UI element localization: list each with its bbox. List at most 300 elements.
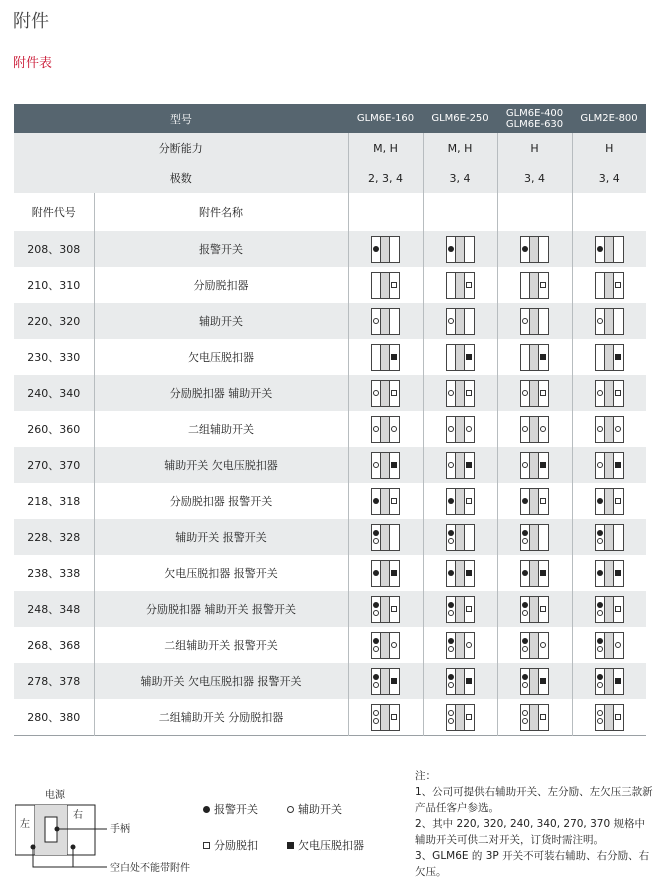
accessory-symbol-cell <box>348 699 423 736</box>
accessory-code: 248、348 <box>14 591 94 627</box>
accessory-symbol-icon <box>371 704 400 731</box>
aux-marker-icon <box>448 538 454 544</box>
alarm-marker-icon <box>448 246 454 252</box>
aux-marker-icon <box>448 646 454 652</box>
accessory-symbol-cell <box>423 483 497 519</box>
layout-diagram <box>15 785 205 880</box>
accessory-symbol-icon <box>595 632 624 659</box>
right-label: 右 <box>73 810 83 821</box>
table-row <box>14 375 646 411</box>
accessory-symbol-cell <box>497 267 572 303</box>
accessory-symbol-cell <box>497 303 572 339</box>
accessory-table <box>14 104 646 736</box>
alarm-marker-icon <box>448 570 454 576</box>
accessory-name: 欠电压脱扣器 <box>94 339 348 375</box>
accessory-symbol-cell <box>572 483 646 519</box>
accessory-symbol-icon <box>371 524 400 551</box>
accessory-name: 分励脱扣器 辅助开关 报警开关 <box>94 591 348 627</box>
column-header-code: 附件代号 <box>31 206 76 219</box>
shunt-marker-icon <box>466 390 472 396</box>
accessory-code: 278、378 <box>14 663 94 699</box>
accessory-code: 238、338 <box>14 555 94 591</box>
accessory-symbol-cell <box>423 375 497 411</box>
alarm-marker-icon <box>522 530 528 536</box>
accessory-symbol-icon <box>520 236 549 263</box>
shunt-marker-icon <box>615 282 621 288</box>
accessory-symbol-cell <box>572 627 646 663</box>
aux-marker-icon <box>373 718 379 724</box>
aux-marker-icon <box>448 710 454 716</box>
alarm-marker-icon <box>373 638 379 644</box>
accessory-symbol-icon <box>595 596 624 623</box>
accessory-symbol-icon <box>371 236 400 263</box>
aux-marker-icon <box>597 426 603 432</box>
alarm-marker-icon <box>522 498 528 504</box>
accessory-symbol-icon <box>446 524 475 551</box>
poles-value: 3, 4 <box>497 163 572 193</box>
table-row <box>14 483 646 519</box>
accessory-symbol-cell <box>423 555 497 591</box>
accessory-symbol-cell <box>348 519 423 555</box>
aux-marker-icon <box>597 538 603 544</box>
accessory-name: 二组辅助开关 <box>94 411 348 447</box>
aux-marker-icon <box>597 318 603 324</box>
accessory-symbol-cell <box>497 231 572 267</box>
breaking-capacity-row <box>14 133 646 163</box>
table-row <box>14 411 646 447</box>
accessory-code: 270、370 <box>14 447 94 483</box>
legend-uv-label: 欠电压脱扣器 <box>298 839 364 852</box>
accessory-symbol-icon <box>446 452 475 479</box>
accessory-symbol-cell <box>497 555 572 591</box>
accessory-name: 报警开关 <box>94 231 348 267</box>
handle-label: 手柄 <box>110 824 130 835</box>
accessory-symbol-cell <box>497 519 572 555</box>
aux-marker-icon <box>540 642 546 648</box>
note-item: 1、公司可提供右辅助开关、左分励、左欠压三款新产品任客户参选。 <box>415 786 653 814</box>
aux-marker-icon <box>373 646 379 652</box>
aux-marker-icon <box>597 646 603 652</box>
breaking-capacity-value: H <box>572 133 646 163</box>
poles-label: 极数 <box>14 163 348 193</box>
accessory-symbol-cell <box>423 627 497 663</box>
accessory-symbol-cell <box>423 591 497 627</box>
accessory-symbol-cell <box>348 447 423 483</box>
accessory-symbol-icon <box>595 380 624 407</box>
column-header-name: 附件名称 <box>94 193 348 231</box>
shunt-marker-icon <box>615 714 621 720</box>
note-item: 3、GLM6E 的 3P 开关不可装右辅助、右分励、右欠压。 <box>415 850 650 878</box>
accessory-symbol-cell <box>497 483 572 519</box>
uv-marker-icon <box>615 678 621 684</box>
breaking-capacity-value: M, H <box>423 133 497 163</box>
aux-marker-icon <box>615 642 621 648</box>
accessory-symbol-icon <box>595 488 624 515</box>
alarm-marker-icon <box>448 674 454 680</box>
accessory-symbol-cell <box>497 411 572 447</box>
accessory-symbol-icon <box>446 380 475 407</box>
model-header-3 <box>572 104 646 133</box>
uv-marker-icon <box>466 678 472 684</box>
notes <box>415 768 655 880</box>
model-name: GLM6E-250 <box>431 113 489 124</box>
aux-marker-icon <box>287 806 294 813</box>
accessory-name: 辅助开关 <box>94 303 348 339</box>
accessory-name: 辅助开关 欠电压脱扣器 报警开关 <box>94 663 348 699</box>
accessory-code: 268、368 <box>14 627 94 663</box>
alarm-marker-icon <box>597 638 603 644</box>
accessory-symbol-icon <box>371 488 400 515</box>
aux-marker-icon <box>391 642 397 648</box>
aux-marker-icon <box>597 718 603 724</box>
accessory-symbol-icon <box>520 524 549 551</box>
accessory-symbol-cell <box>423 519 497 555</box>
accessory-name: 辅助开关 报警开关 <box>94 519 348 555</box>
accessory-symbol-icon <box>595 668 624 695</box>
accessory-code: 260、360 <box>14 411 94 447</box>
aux-marker-icon <box>373 426 379 432</box>
accessory-symbol-cell <box>423 231 497 267</box>
accessory-symbol-icon <box>520 560 549 587</box>
accessory-symbol-cell <box>497 447 572 483</box>
aux-marker-icon <box>448 462 454 468</box>
alarm-marker-icon <box>522 246 528 252</box>
accessory-symbol-cell <box>348 663 423 699</box>
alarm-marker-icon <box>522 570 528 576</box>
alarm-marker-icon <box>448 638 454 644</box>
accessory-symbol-cell <box>423 699 497 736</box>
shunt-marker-icon <box>540 390 546 396</box>
accessory-symbol-icon <box>446 596 475 623</box>
aux-marker-icon <box>448 682 454 688</box>
accessory-symbol-icon <box>371 416 400 443</box>
aux-marker-icon <box>373 462 379 468</box>
accessory-symbol-icon <box>520 272 549 299</box>
accessory-symbol-cell <box>497 699 572 736</box>
accessory-symbol-icon <box>520 596 549 623</box>
aux-marker-icon <box>373 710 379 716</box>
page-title: 附件 <box>13 11 49 32</box>
aux-marker-icon <box>373 682 379 688</box>
aux-marker-icon <box>522 538 528 544</box>
accessory-symbol-cell <box>423 411 497 447</box>
poles-value: 2, 3, 4 <box>348 163 423 193</box>
poles-value: 3, 4 <box>423 163 497 193</box>
accessory-symbol-cell <box>497 375 572 411</box>
table-row <box>14 627 646 663</box>
accessory-code: 210、310 <box>14 267 94 303</box>
accessory-symbol-icon <box>371 668 400 695</box>
aux-marker-icon <box>522 718 528 724</box>
accessory-symbol-icon <box>371 380 400 407</box>
table-row <box>14 699 646 736</box>
model-header-label: 型号 <box>14 104 348 133</box>
accessory-symbol-icon <box>371 452 400 479</box>
uv-marker-icon <box>287 842 294 849</box>
blank-note: 空白处不能带附件 <box>110 863 190 874</box>
aux-marker-icon <box>522 710 528 716</box>
alarm-marker-icon <box>522 674 528 680</box>
accessory-symbol-cell <box>572 447 646 483</box>
model-name: GLM6E-630 <box>505 118 564 130</box>
alarm-marker-icon <box>597 530 603 536</box>
shunt-marker-icon <box>540 606 546 612</box>
uv-marker-icon <box>466 462 472 468</box>
alarm-marker-icon <box>373 674 379 680</box>
aux-marker-icon <box>448 718 454 724</box>
uv-marker-icon <box>391 354 397 360</box>
model-header-1 <box>423 104 497 133</box>
accessory-code: 280、380 <box>14 699 94 736</box>
shunt-marker-icon <box>391 282 397 288</box>
shunt-marker-icon <box>615 498 621 504</box>
model-name: GLM6E-160 <box>356 113 415 124</box>
accessory-symbol-cell <box>348 591 423 627</box>
accessory-symbol-cell <box>572 267 646 303</box>
table-row <box>14 267 646 303</box>
accessory-symbol-icon <box>446 632 475 659</box>
left-label: 左 <box>20 819 30 830</box>
accessory-symbol-icon <box>446 668 475 695</box>
uv-marker-icon <box>540 678 546 684</box>
accessory-symbol-icon <box>520 452 549 479</box>
alarm-marker-icon <box>373 602 379 608</box>
accessory-symbol-cell <box>572 663 646 699</box>
alarm-marker-icon <box>597 498 603 504</box>
accessory-symbol-icon <box>371 344 400 371</box>
shunt-marker-icon <box>615 390 621 396</box>
legend-alarm <box>203 801 258 817</box>
accessory-symbol-icon <box>446 344 475 371</box>
table-row <box>14 231 646 267</box>
shunt-marker-icon <box>540 714 546 720</box>
alarm-marker-icon <box>522 638 528 644</box>
aux-marker-icon <box>522 462 528 468</box>
notes-heading: 注： <box>415 770 436 782</box>
alarm-marker-icon <box>373 498 379 504</box>
aux-marker-icon <box>540 426 546 432</box>
aux-marker-icon <box>466 426 472 432</box>
model-name: GLM2E-800 <box>580 113 638 124</box>
uv-marker-icon <box>540 354 546 360</box>
accessory-name: 辅助开关 欠电压脱扣器 <box>94 447 348 483</box>
accessory-symbol-icon <box>446 236 475 263</box>
uv-marker-icon <box>540 570 546 576</box>
accessory-symbol-icon <box>446 488 475 515</box>
accessory-code: 230、330 <box>14 339 94 375</box>
accessory-symbol-icon <box>446 272 475 299</box>
legend-shunt <box>203 837 258 853</box>
accessory-symbol-cell <box>348 483 423 519</box>
aux-marker-icon <box>448 318 454 324</box>
alarm-marker-icon <box>373 570 379 576</box>
accessory-symbol-icon <box>371 560 400 587</box>
accessory-code: 228、328 <box>14 519 94 555</box>
accessory-name: 分励脱扣器 <box>94 267 348 303</box>
accessory-symbol-cell <box>423 303 497 339</box>
accessory-symbol-cell <box>497 627 572 663</box>
accessory-symbol-icon <box>371 272 400 299</box>
model-header-2 <box>497 104 572 133</box>
accessory-symbol-icon <box>595 236 624 263</box>
accessory-symbol-icon <box>520 344 549 371</box>
shunt-marker-icon <box>466 606 472 612</box>
alarm-marker-icon <box>448 498 454 504</box>
shunt-marker-icon <box>391 606 397 612</box>
accessory-symbol-cell <box>423 447 497 483</box>
aux-marker-icon <box>448 426 454 432</box>
aux-marker-icon <box>615 426 621 432</box>
accessory-symbol-cell <box>348 555 423 591</box>
shunt-marker-icon <box>540 282 546 288</box>
aux-marker-icon <box>597 462 603 468</box>
accessory-symbol-icon <box>595 524 624 551</box>
accessory-symbol-cell <box>572 555 646 591</box>
alarm-marker-icon <box>597 570 603 576</box>
accessory-symbol-cell <box>348 339 423 375</box>
accessory-symbol-icon <box>520 668 549 695</box>
accessory-symbol-cell <box>348 231 423 267</box>
accessory-symbol-cell <box>572 303 646 339</box>
accessory-symbol-cell <box>497 591 572 627</box>
column-header-row <box>14 193 646 231</box>
accessory-symbol-cell <box>348 267 423 303</box>
aux-marker-icon <box>522 682 528 688</box>
aux-marker-icon <box>597 390 603 396</box>
shunt-marker-icon <box>466 282 472 288</box>
uv-marker-icon <box>615 570 621 576</box>
shunt-marker-icon <box>203 842 210 849</box>
empty-cell <box>572 193 646 231</box>
shunt-marker-icon <box>466 714 472 720</box>
accessory-symbol-icon <box>446 704 475 731</box>
accessory-code: 208、308 <box>14 231 94 267</box>
accessory-symbol-cell <box>497 339 572 375</box>
uv-marker-icon <box>615 354 621 360</box>
accessory-symbol-icon <box>595 416 624 443</box>
accessory-symbol-cell <box>572 231 646 267</box>
aux-marker-icon <box>522 426 528 432</box>
accessory-symbol-cell <box>423 267 497 303</box>
accessory-symbol-cell <box>572 375 646 411</box>
aux-marker-icon <box>597 710 603 716</box>
uv-marker-icon <box>615 462 621 468</box>
accessory-symbol-cell <box>348 411 423 447</box>
accessory-code: 218、318 <box>14 483 94 519</box>
aux-marker-icon <box>522 646 528 652</box>
accessory-code: 240、340 <box>14 375 94 411</box>
accessory-symbol-icon <box>520 488 549 515</box>
empty-cell <box>423 193 497 231</box>
accessory-symbol-icon <box>446 416 475 443</box>
alarm-marker-icon <box>597 246 603 252</box>
aux-marker-icon <box>373 390 379 396</box>
accessory-symbol-icon <box>520 632 549 659</box>
accessory-symbol-icon <box>371 596 400 623</box>
model-name: GLM6E-400 <box>505 107 564 119</box>
accessory-name: 二组辅助开关 分励脱扣器 <box>94 699 348 736</box>
aux-marker-icon <box>448 390 454 396</box>
shunt-marker-icon <box>615 606 621 612</box>
aux-marker-icon <box>597 682 603 688</box>
alarm-marker-icon <box>448 530 454 536</box>
accessory-symbol-icon <box>595 704 624 731</box>
aux-marker-icon <box>597 610 603 616</box>
uv-marker-icon <box>540 462 546 468</box>
accessory-symbol-icon <box>446 560 475 587</box>
section-title: 附件表 <box>13 56 53 71</box>
aux-marker-icon <box>373 318 379 324</box>
accessory-symbol-cell <box>572 411 646 447</box>
shunt-marker-icon <box>391 390 397 396</box>
table-row <box>14 303 646 339</box>
shunt-marker-icon <box>391 714 397 720</box>
uv-marker-icon <box>466 570 472 576</box>
accessory-symbol-cell <box>572 591 646 627</box>
table-row <box>14 591 646 627</box>
accessory-symbol-cell <box>497 663 572 699</box>
table-row <box>14 447 646 483</box>
accessory-symbol-icon <box>595 344 624 371</box>
accessory-symbol-cell <box>572 339 646 375</box>
poles-value: 3, 4 <box>572 163 646 193</box>
accessory-symbol-cell <box>348 627 423 663</box>
legend-uv <box>287 837 364 853</box>
poles-row <box>14 163 646 193</box>
aux-marker-icon <box>373 538 379 544</box>
accessory-symbol-cell <box>572 699 646 736</box>
legend-alarm-label: 报警开关 <box>214 803 258 816</box>
shunt-marker-icon <box>391 498 397 504</box>
table-row <box>14 519 646 555</box>
alarm-marker-icon <box>522 602 528 608</box>
alarm-marker-icon <box>373 246 379 252</box>
aux-marker-icon <box>522 318 528 324</box>
accessory-symbol-icon <box>595 560 624 587</box>
alarm-marker-icon <box>448 602 454 608</box>
accessory-symbol-cell <box>348 375 423 411</box>
aux-marker-icon <box>466 642 472 648</box>
accessory-symbol-icon <box>595 272 624 299</box>
accessory-symbol-cell <box>348 303 423 339</box>
accessory-symbol-cell <box>423 339 497 375</box>
accessory-name: 分励脱扣器 辅助开关 <box>94 375 348 411</box>
breaking-capacity-label: 分断能力 <box>14 133 348 163</box>
breaking-capacity-value: H <box>497 133 572 163</box>
table-header-row <box>14 104 646 133</box>
empty-cell <box>348 193 423 231</box>
uv-marker-icon <box>391 678 397 684</box>
aux-marker-icon <box>448 610 454 616</box>
empty-cell <box>497 193 572 231</box>
uv-marker-icon <box>391 570 397 576</box>
accessory-symbol-icon <box>371 308 400 335</box>
accessory-name: 二组辅助开关 报警开关 <box>94 627 348 663</box>
table-row <box>14 339 646 375</box>
legend-aux <box>287 801 342 817</box>
legend-aux-label: 辅助开关 <box>298 803 342 816</box>
power-label: 电源 <box>45 790 65 801</box>
alarm-marker-icon <box>373 530 379 536</box>
accessory-symbol-icon <box>595 452 624 479</box>
breaking-capacity-value: M, H <box>348 133 423 163</box>
table-row <box>14 663 646 699</box>
accessory-symbol-icon <box>520 308 549 335</box>
accessory-symbol-icon <box>520 380 549 407</box>
accessory-name: 欠电压脱扣器 报警开关 <box>94 555 348 591</box>
legend-shunt-label: 分励脱扣 <box>214 839 258 852</box>
aux-marker-icon <box>391 426 397 432</box>
